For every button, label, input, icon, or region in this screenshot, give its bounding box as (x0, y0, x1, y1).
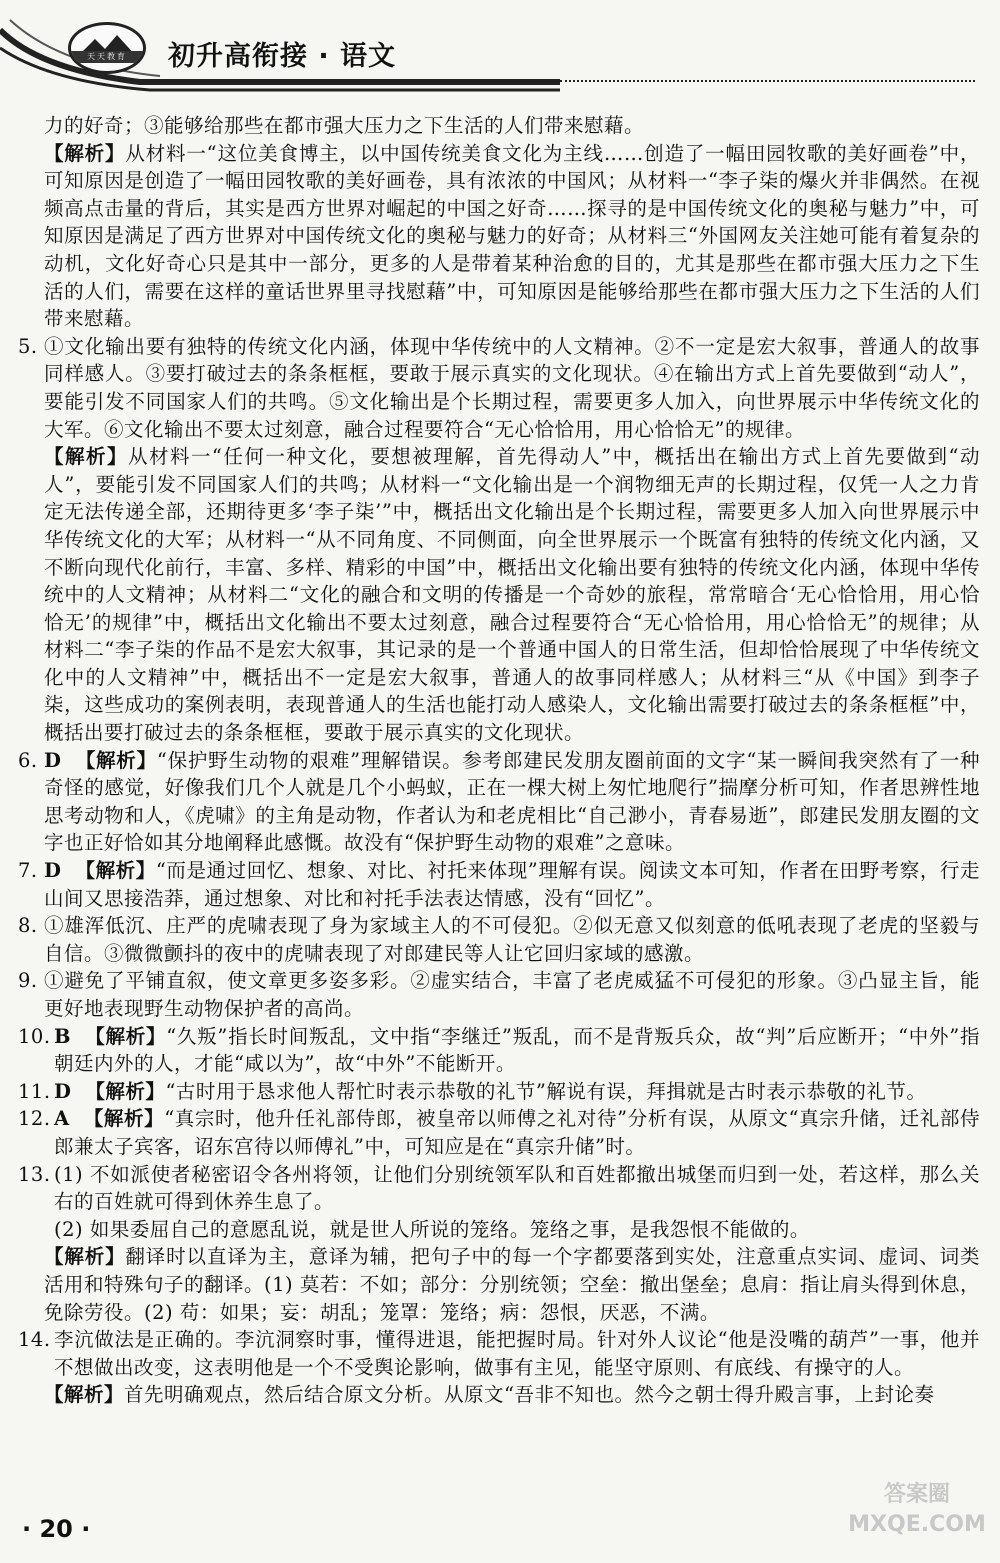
analysis-text: 首先明确观点，然后结合原文分析。从原文“吾非不知也。然今之朝士得升殿言事，上封论奏 (124, 1383, 935, 1407)
analysis-block (18, 443, 980, 747)
analysis-tag: 【解析】 (75, 748, 157, 772)
header-dotted-rule (560, 80, 975, 82)
book-title: 初升高衔接 · 语文 (168, 41, 397, 72)
analysis-text: “而是通过回忆、想象、对比、衬托来体现”理解有误。阅读文本可知，作者在田野考察，行走山间又思接浩莽，通过想象、对比和衬托手法表达情感，没有“回忆”。 (44, 859, 980, 910)
question-8-answer (18, 912, 980, 967)
analysis-tag: 【解析】 (44, 141, 126, 165)
answer-option: A (54, 1107, 70, 1131)
answer-block (18, 1216, 980, 1244)
question-13-answer (18, 1161, 980, 1216)
question-11-answer (18, 1078, 980, 1106)
analysis-text: 从材料一“这位美食博主，以中国传统美食文化为主线……创造了一幅田园牧歌的美好画卷”中，可知原因是创造了一幅田园牧歌的美好画卷，具有浓浓的中国风；从材料一“李子柒的爆火并非偶然。在视频高点击量的背后，其实是西方世界对崛起的中国之好奇……探寻的是中国传统文化的奥秘与魅力”中，可知原因是满足了西方世界对中国传统文化的奥秘与魅力的好奇；从材料三“外国网友关注她可能有着复杂的动机，文化好奇心只是其中一部分，更多的人是带着某种治愈的目的，尤其是那些在都市强大压力之下生活的人们，需要在这样的童话世界里寻找慰藉”中，可知原因是能够给那些在都市强大压力之下生活的人们带来慰藉。 (44, 141, 980, 331)
analysis-tag: 【解析】 (83, 1107, 165, 1131)
answer-text: ①雄浑低沉、庄严的虎啸表现了身为家域主人的不可侵犯。②似无意又似刻意的低吼表现了老虎的坚毅与自信。③微微颤抖的夜中的虎啸表现了对郎建民等人让它回归家域的感激。 (44, 914, 980, 965)
publisher-logo (68, 22, 146, 74)
question-number: 6. (18, 748, 38, 772)
page-header (0, 0, 1000, 100)
answer-text: ①文化输出要有独特的传统文化内涵，体现中华传统中的人文精神。②不一定是宏大叙事，普通人的故事同样感人。③要打破过去的条条框框，要敢于展示真实的文化现状。④在输出方式上首先要做到“动人”，要能引发不同国家人们的共鸣。⑤文化输出是个长期过程，需要更多人加入，向世界展示中华传统文化的大军。⑥文化输出不要太过刻意，融合过程要符合“无心恰恰用，用心恰恰无”的规律。 (44, 334, 980, 441)
logo-text: 天天教育 (71, 51, 143, 63)
question-10-answer (18, 1023, 980, 1078)
question-6-answer (18, 747, 980, 857)
question-7-answer (18, 857, 980, 912)
analysis-block (18, 140, 980, 333)
answer-text: ①避免了平铺直叙，使文章更多姿多彩。②虚实结合，丰富了老虎威猛不可侵犯的形象。③凸显主旨，能更好地表现野生动物保护者的高尚。 (44, 969, 980, 1020)
answer-content (18, 112, 980, 1409)
analysis-tag: 【解析】 (85, 1079, 166, 1103)
analysis-tag: 【解析】 (84, 1024, 167, 1048)
page-number: · 20 · (22, 1515, 91, 1543)
question-number: 5. (18, 334, 38, 358)
analysis-text: “真宗时，他升任礼部侍郎，被皇帝以师傅之礼对待”分析有误，从原文“真宗升储，迁礼部侍郎兼太子宾客，诏东宫待以师傅礼”中，可知应是在“真宗升储”时。 (54, 1107, 980, 1158)
answer-option: D (54, 1079, 72, 1103)
question-number: 7. (18, 859, 38, 883)
answer-block (18, 112, 980, 140)
analysis-tag: 【解析】 (44, 1245, 126, 1269)
question-number: 9. (18, 969, 38, 993)
answer-option: D (44, 748, 62, 772)
question-number: 13. (18, 1162, 51, 1186)
analysis-block (18, 1243, 980, 1326)
answer-text: 李沆做法是正确的。李沆洞察时事，懂得进退，能把握时局。针对外人议论“他是没嘴的葫芦”一事，他并不想做出改变，这表明他是一个不受舆论影响，做事有主见，能坚守原则、有底线、有操守的人。 (54, 1328, 980, 1379)
question-number: 11. (18, 1079, 51, 1103)
analysis-text: “古时用于恳求他人帮忙时表示恭敬的礼节”解说有误，拜揖就是古时表示恭敬的礼节。 (165, 1079, 927, 1103)
answer-option: D (44, 859, 62, 883)
answer-text: (2) 如果委屈自己的意愿乱说，就是世人所说的笼络。笼络之事，是我怨恨不能做的。 (54, 1217, 810, 1241)
watermark: 答案圈 MXQE.COM (848, 1482, 986, 1537)
answer-option: B (54, 1024, 71, 1048)
analysis-tag: 【解析】 (44, 1383, 125, 1407)
analysis-tag: 【解析】 (44, 445, 128, 469)
question-number: 10. (18, 1024, 51, 1048)
answer-text: (1) 不如派使者秘密诏令各州将领，让他们分别统领军队和百姓都撤出城堡而归到一处，若这样，那么关右的百姓就可得到休养生息了。 (54, 1162, 980, 1214)
question-9-answer (18, 967, 980, 1022)
analysis-text: “久叛”指长时间叛乱，文中指“李继迁”叛乱，而不是背叛兵众，故“判”后应断开；“中外”指朝廷内外的人，才能“咸以为”，故“中外”不能断开。 (54, 1024, 980, 1076)
question-number: 8. (18, 914, 38, 938)
question-12-answer (18, 1105, 980, 1160)
analysis-text: “保护野生动物的艰难”理解错误。参考郎建民发朋友圈前面的文字“某一瞬间我突然有了一种奇怪的感觉，好像我们几个人就是几个小蚂蚁，正在一棵大树上匆忙地爬行”揣摩分析可知，作者思辨性地思考动物和人，《虎啸》的主角是动物，作者认为和老虎相比“自己渺小，青春易逝”，郎建民发朋友圈的文字也正好恰如其分地阐释此感慨。故没有“保护野生动物的艰难”之意味。 (44, 748, 980, 855)
answer-text: 力的好奇；③能够给那些在都市强大压力之下生活的人们带来慰藉。 (44, 114, 645, 137)
analysis-block (18, 1381, 980, 1409)
analysis-text: 翻译时以直译为主，意译为辅，把句子中的每一个字都要落到实处，注意重点实词、虚词、词类活用和特殊句子的翻译。(1) 莫若：不如；部分：分别统领；空垒：撤出堡垒；息肩：指让肩头得到休息，免除劳役。(2) 苟：如果；妄：胡乱；笼罩：笼络；病：怨恨，厌恶，不满。 (44, 1245, 980, 1324)
question-5-answer (18, 333, 980, 443)
header-swoosh (0, 0, 1000, 100)
question-14-answer (18, 1326, 980, 1381)
analysis-text: 从材料一“任何一种文化，要想被理解，首先得动人”中，概括出在输出方式上首先要做到“动人”，要能引发不同国家人们的共鸣；从材料一“文化输出是一个润物细无声的长期过程，仅凭一人之力肯定无法传递全部，还期待更多‘李子柒’”中，概括出文化输出是个长期过程，需要更多人加入向世界展示中华传统文化的大军；从材料一“从不同角度、不同侧面，向全世界展示一个既富有独特的传统文化内涵，又不断向现代化前行，丰富、多样、精彩的中国”中，概括出文化输出要有独特的传统文化内涵，体现中华传统中的人文精神；从材料二“文化的融合和文明的传播是一个奇妙的旅程，常常暗合‘无心恰恰用，用心恰恰无’的规律”中，概括出文化输出不要太过刻意，融合过程要符合“无心恰恰用，用心恰恰无”的规律；从材料二“李子柒的作品不是宏大叙事，其记录的是一个普通中国人的日常生活，但却恰恰展现了中华传统文化中的人文精神”中，概括出不一定是宏大叙事，普通人的故事同样感人；从材料三“从《中国》到李子柒，这些成功的案例表明，表现普通人的生活也能打动人感染人，文化输出需要打破过去的条条框框”中，概括出要打破过去的条条框框，要敢于展示真实的文化现状。 (44, 445, 980, 745)
question-number: 12. (18, 1107, 51, 1131)
question-number: 14. (18, 1328, 51, 1352)
analysis-tag: 【解析】 (75, 859, 156, 883)
